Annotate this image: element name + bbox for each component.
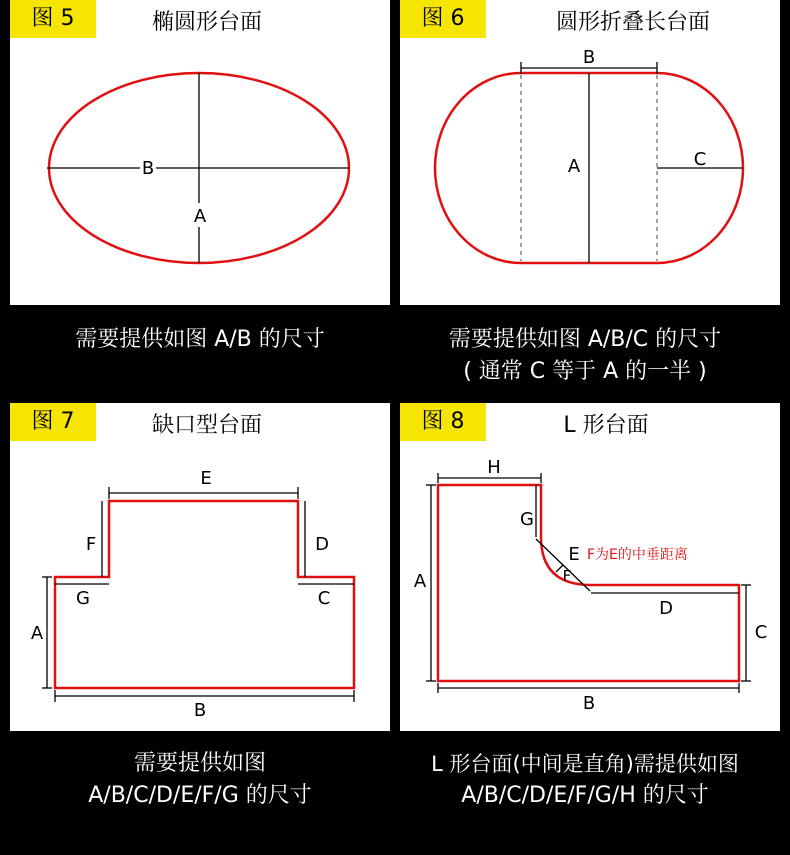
label-a: A (413, 571, 427, 592)
label-b: B (582, 47, 596, 68)
label-f: F (85, 534, 97, 555)
figure-7-title: 缺口型台面 (151, 413, 262, 438)
figure-7-caption-line1: 需要提供如图 (133, 751, 266, 776)
figure-8-tag: 图 8 (400, 403, 486, 441)
figure-8-caption-line2: A/B/C/D/E/F/G/H 的尺寸 (461, 783, 709, 808)
label-a: A (567, 156, 581, 177)
figure-8-caption-line1: L 形台面(中间是直角)需提供如图 (431, 752, 739, 776)
figure-6-caption-line1: 需要提供如图 A/B/C 的尺寸 (448, 327, 722, 352)
round-folding-countertop-diagram (400, 0, 780, 305)
label-h: H (487, 457, 501, 478)
label-b: B (582, 693, 596, 714)
figure-8-title: L 形台面 (563, 413, 649, 438)
label-b: B (193, 700, 207, 721)
elliptical-countertop-diagram (10, 0, 390, 305)
figure-7-caption-line2: A/B/C/D/E/F/G 的尺寸 (88, 783, 312, 808)
label-e: E (568, 544, 580, 565)
figure-5-caption: 需要提供如图 A/B 的尺寸 (75, 327, 325, 352)
label-c: C (693, 149, 707, 170)
notched-countertop-diagram (10, 403, 390, 731)
figure-6-caption-line2: ( 通常 C 等于 A 的一半 ) (463, 359, 707, 384)
figure-6-tag: 图 6 (400, 0, 486, 38)
l-shape-outline (438, 485, 739, 681)
label-e: E (200, 468, 212, 489)
figure-8-panel (400, 403, 780, 731)
label-a: A (193, 206, 207, 227)
figure-5-title: 椭圆形台面 (151, 10, 262, 35)
label-d: D (315, 534, 329, 555)
label-b: B (141, 158, 155, 179)
label-g: G (520, 509, 534, 530)
label-c: C (754, 622, 768, 643)
figure-6-title: 圆形折叠长台面 (555, 10, 710, 35)
label-f: F (562, 567, 572, 585)
figure-5-panel (10, 0, 390, 305)
label-a: A (30, 623, 44, 644)
label-c: C (317, 588, 331, 609)
note-f-perpendicular: F为E的中垂距离 (587, 547, 688, 563)
label-g: G (76, 588, 90, 609)
l-shaped-countertop-diagram (400, 403, 780, 731)
figure-5-tag: 图 5 (10, 0, 96, 38)
figure-7-tag: 图 7 (10, 403, 96, 441)
label-d: D (659, 598, 673, 619)
figure-7-panel (10, 403, 390, 731)
figure-6-panel (400, 0, 780, 305)
notched-outline (55, 501, 354, 688)
